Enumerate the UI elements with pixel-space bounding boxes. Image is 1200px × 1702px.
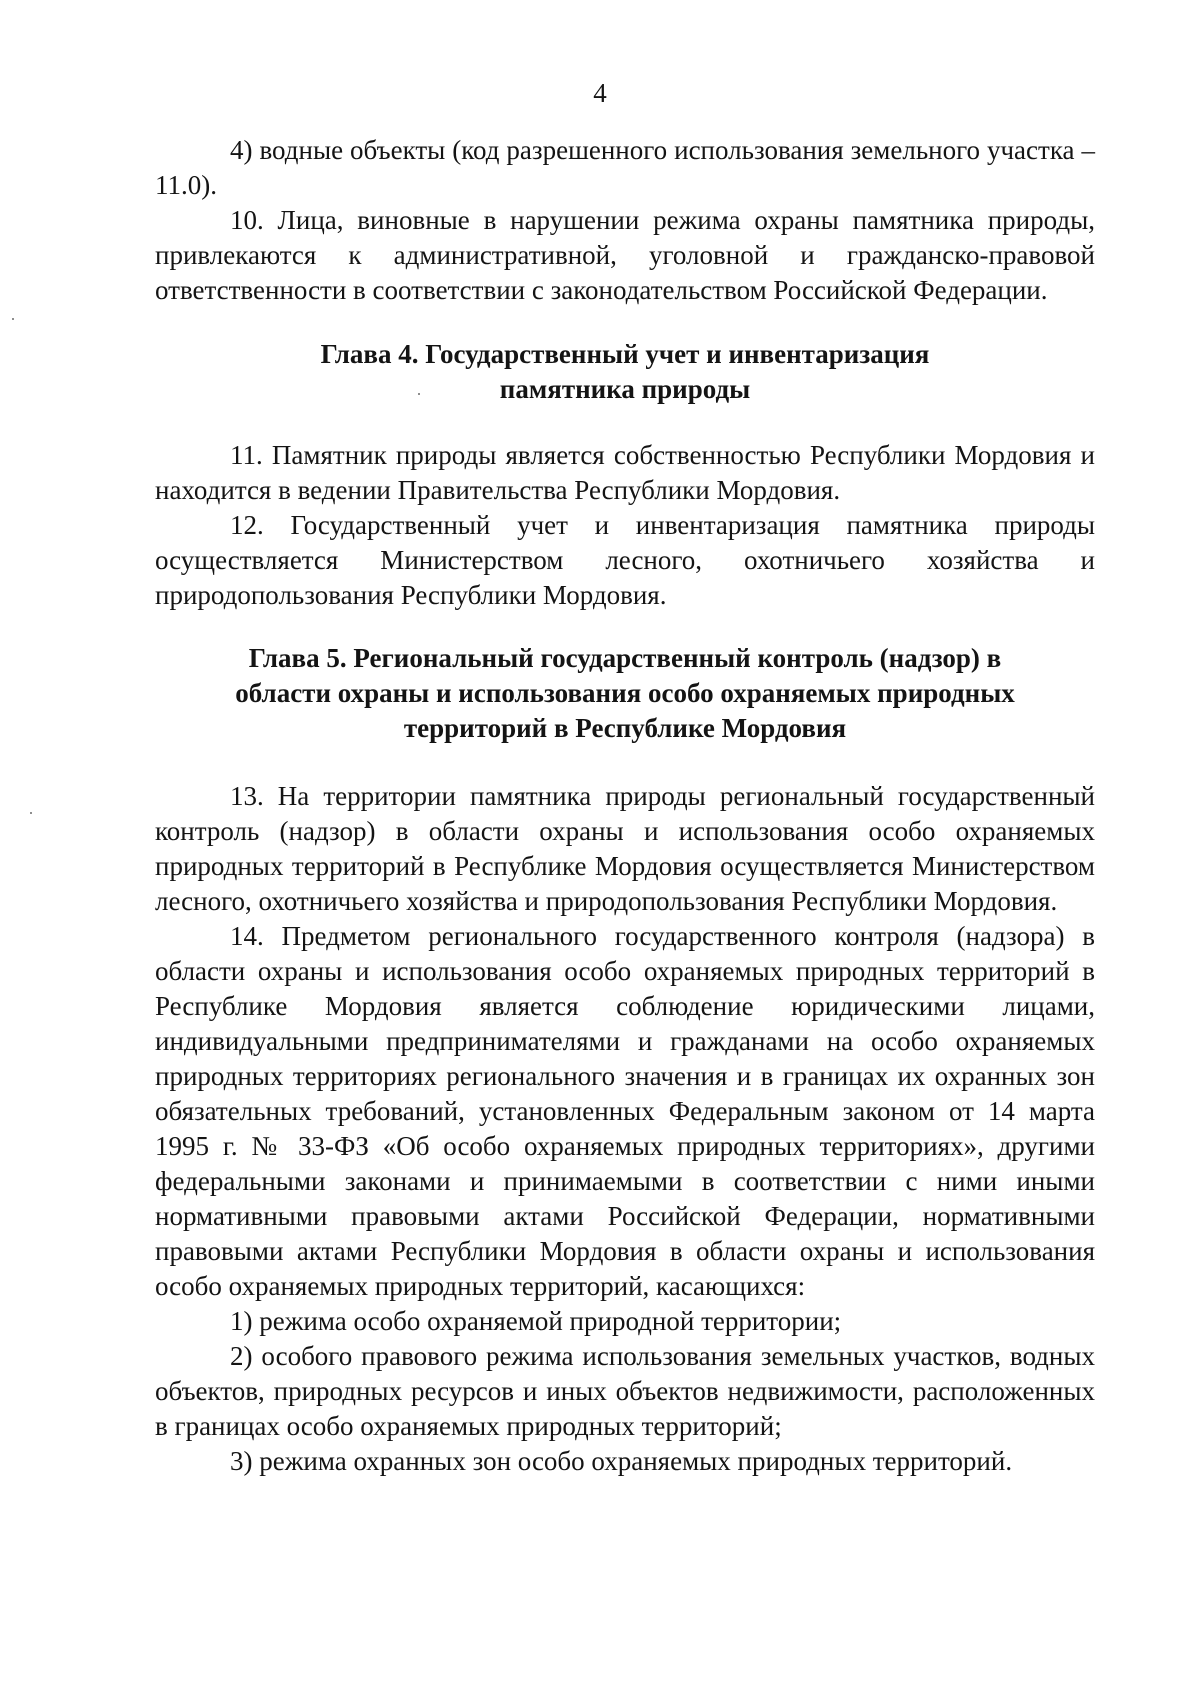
chapter-4-heading-line: памятника природы [499, 374, 751, 404]
paragraph-item-4-water-objects: 4) водные объекты (код разрешенного использования земельного участка – 11.0). [155, 135, 1095, 200]
page-number: 4 [593, 78, 607, 108]
paragraph-14-control-subject: 14. Предметом регионального государственного контроля (надзора) в области охраны и использования особо охраняемых природных территорий в Республике Мордовия является соблюдение юридическими лицами, индивидуальными предпринимателями и гражданами на особо охраняемых природных территориях регионального значения и в границах их охранных зон обязательных требований, установленных Федеральным законом от 14 марта 1995 г. № 33-ФЗ «Об особо охраняемых природных территориях», другими федеральными законами и принимаемыми в соответствии с ними иными нормативными правовыми актами Российской Федерации, нормативными правовыми актами Республики Мордовия в области охраны и использования особо охраняемых природных территорий, касающихся: [155, 921, 1095, 1301]
paragraph-11-ownership: 11. Памятник природы является собственностью Республики Мордовия и находится в ведении Правительства Республики Мордовия. [155, 440, 1095, 505]
chapter-5-heading-line: области охраны и использования особо охраняемых природных [235, 678, 1015, 708]
chapter-5-heading-line: территорий в Республике Мордовия [403, 713, 847, 743]
chapter-5-heading [155, 641, 1095, 746]
chapter-4-heading-line: Глава 4. Государственный учет и инвентаризация [320, 339, 930, 369]
scan-speck [418, 393, 420, 395]
paragraph-10-liability: 10. Лица, виновные в нарушении режима охраны памятника природы, привлекаются к административной, уголовной и гражданско-правовой ответственности в соответствии с законодательством Российской Федерации. [155, 205, 1095, 305]
paragraph-14-item-1: 1) режима особо охраняемой природной территории; [230, 1306, 842, 1336]
paragraph-12-state-accounting: 12. Государственный учет и инвентаризация памятника природы осуществляется Министерством лесного, охотничьего хозяйства и природопользования Республики Мордовия. [155, 510, 1095, 610]
chapter-4-heading [155, 337, 1095, 407]
scan-speck [12, 318, 14, 320]
chapter-5-heading-line: Глава 5. Региональный государственный контроль (надзор) в [248, 643, 1002, 673]
scan-speck [30, 812, 32, 814]
paragraph-13-regional-control: 13. На территории памятника природы региональный государственный контроль (надзор) в области охраны и использования особо охраняемых природных территорий в Республике Мордовия осуществляется Министерством лесного, охотничьего хозяйства и природопользования Республики Мордовия. [155, 781, 1095, 916]
document-body [155, 133, 1095, 1479]
paragraph-14-item-2: 2) особого правового режима использования земельных участков, водных объектов, природных ресурсов и иных объектов недвижимости, расположенных в границах особо охраняемых природных территорий; [155, 1341, 1095, 1441]
paragraph-14-item-3: 3) режима охранных зон особо охраняемых природных территорий. [230, 1446, 1013, 1476]
